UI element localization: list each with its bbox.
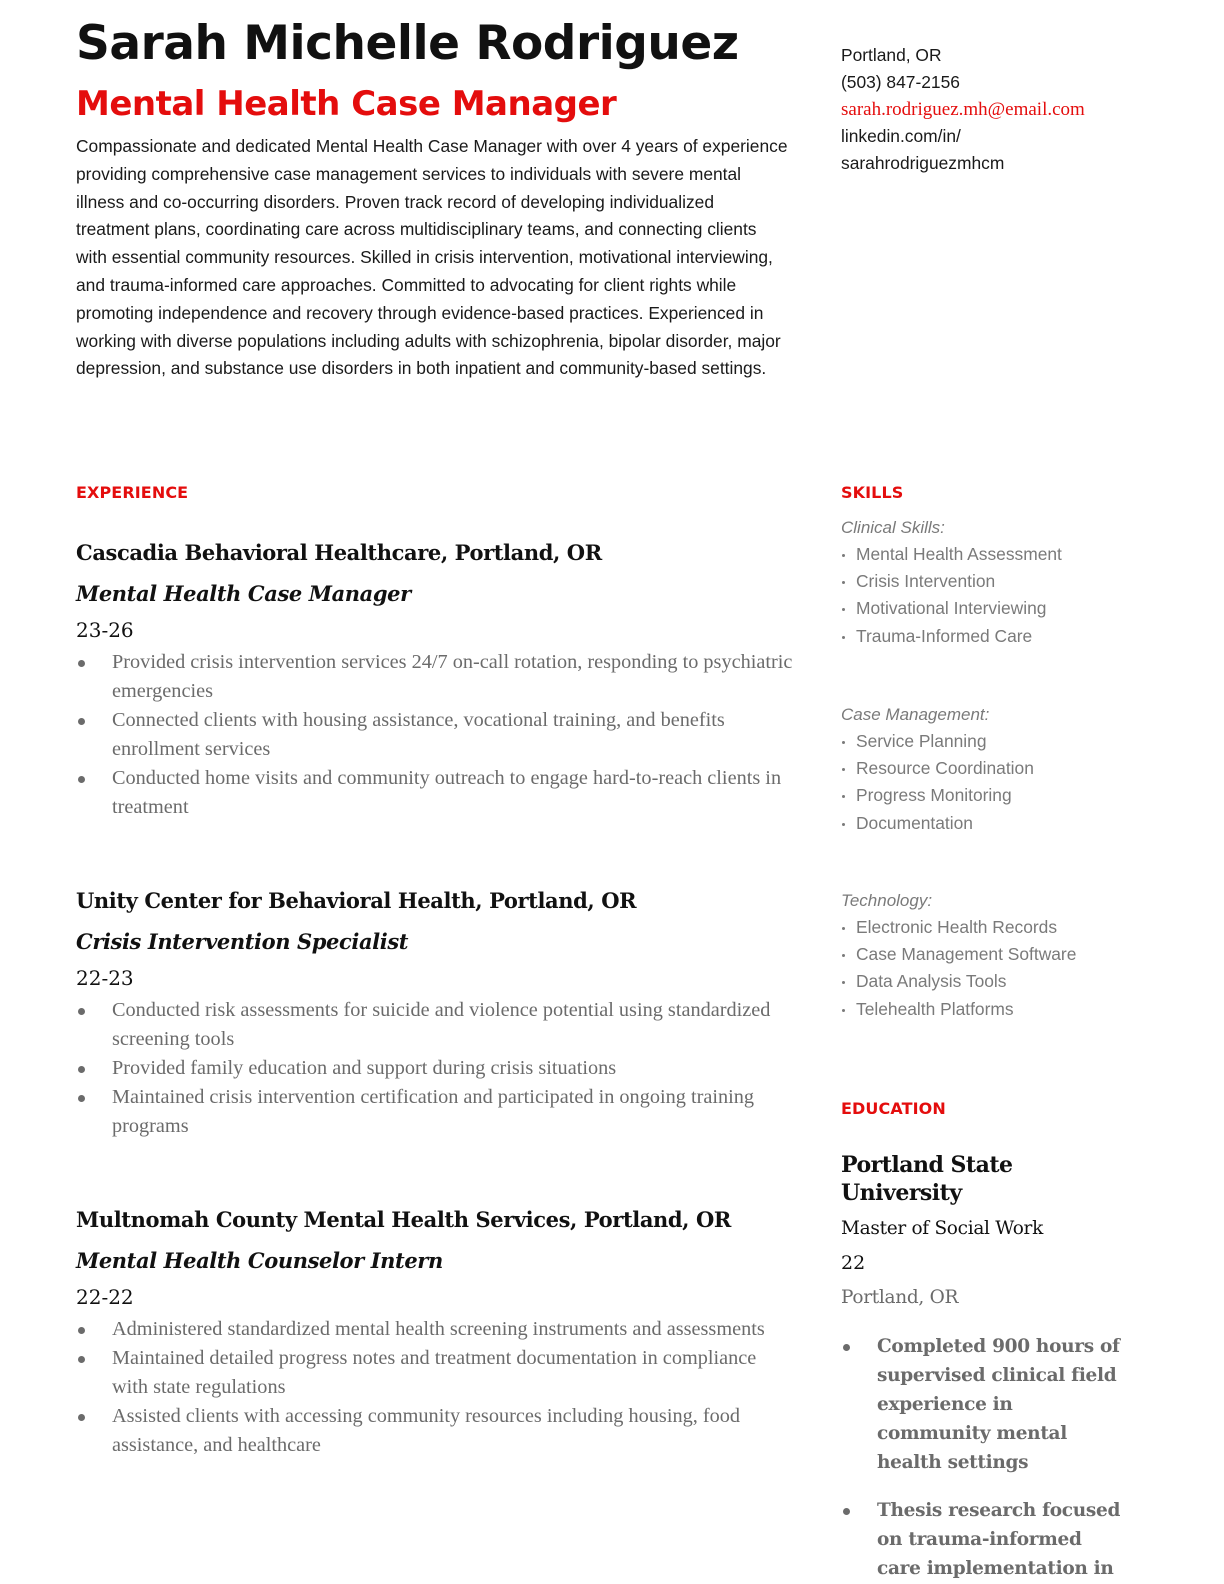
bullet-icon [842,554,845,557]
job-bullets [76,996,796,1141]
linkedin-line-2: sarahrodriguezmhcm [841,153,1005,173]
job-bullet [76,1402,796,1460]
bullet-icon [843,1344,850,1351]
skill-group-clinical [841,514,1121,650]
skill-list [841,914,1121,1023]
bullet-text: Provided crisis intervention services 24/7 on-call rotation, responding to psychiatric emergencies [112,651,793,702]
skill-text: Documentation [856,812,973,833]
skill-text: Resource Coordination [856,758,1034,779]
job-bullet [76,1315,796,1344]
education-location: Portland, OR [841,1287,959,1308]
bullet-icon [842,954,845,957]
education-school: Portland State University [841,1152,1013,1206]
skill-item [841,595,1121,622]
job-bullet [76,648,796,706]
bullet-text: Completed 900 hours of supervised clinical field experience in community mental health settings [877,1336,1120,1473]
candidate-name: Sarah Michelle Rodriguez [76,16,739,71]
skill-category: Case Management: [841,705,990,724]
bullet-text: Maintained detailed progress notes and treatment documentation in compliance with state regulations [112,1347,757,1398]
skill-text: Telehealth Platforms [856,998,1014,1019]
bullet-icon [78,1095,85,1102]
skill-group-technology [841,887,1121,1023]
bullet-icon [842,768,845,771]
bullet-icon [78,1414,85,1421]
contact-email-link[interactable]: sarah.rodriguez.mh@email.com [841,99,1085,120]
skill-category: Clinical Skills: [841,518,945,537]
experience-heading: EXPERIENCE [76,483,189,502]
skill-text: Data Analysis Tools [856,971,1007,992]
bullet-icon [78,718,85,725]
job-company: Cascadia Behavioral Healthcare, Portland, OR [76,540,602,565]
bullet-icon [842,636,845,639]
job-entry [76,1206,796,1460]
linkedin-line-1: linkedin.com/in/ [841,126,961,146]
contact-block [841,42,1111,177]
job-dates: 23-26 [76,618,134,642]
job-dates: 22-22 [76,1285,134,1309]
bullet-icon [78,776,85,783]
bullet-text: Connected clients with housing assistance, vocational training, and benefits enrollment services [112,709,725,760]
skill-list [841,728,1121,837]
skill-item [841,968,1121,995]
bullet-icon [842,581,845,584]
job-entry [76,887,796,1141]
skill-item [841,941,1121,968]
contact-phone[interactable]: (503) 847-2156 [841,72,960,92]
job-bullet [76,706,796,764]
education-bullet [841,1496,1121,1583]
bullet-icon [78,1327,85,1334]
job-bullet [76,996,796,1054]
bullet-text: Conducted risk assessments for suicide and violence potential using standardized screening tools [112,999,771,1050]
skill-item [841,782,1121,809]
professional-summary: Compassionate and dedicated Mental Health Case Manager with over 4 years of experience providing comprehensive case management services to individuals with severe mental illness and co-occurring disorders. Proven track record of developing individualized treatment plans, coordinating care across multidisciplinary teams, and connecting clients with essential community resources. Skilled in crisis intervention, motivational interviewing, and trauma-informed care approaches. Committed to advocating for client rights while promoting independence and recovery through evidence-based practices. Experienced in working with diverse populations including adults with schizophrenia, bipolar disorder, major depression, and substance use disorders in both inpatient and community-based settings. [76,136,788,379]
skill-text: Electronic Health Records [856,917,1058,937]
education-entry [841,1151,1121,1584]
job-bullet [76,1083,796,1141]
skill-item [841,810,1121,837]
education-year: 22 [841,1252,866,1274]
skill-text: Mental Health Assessment [856,544,1062,564]
bullet-icon [843,1508,850,1515]
job-role: Crisis Intervention Specialist [76,929,409,954]
skill-text: Motivational Interviewing [856,598,1047,619]
education-degree: Master of Social Work [841,1218,1044,1239]
bullet-icon [842,927,845,930]
skill-text: Crisis Intervention [856,571,996,592]
bullet-icon [842,823,845,826]
job-role: Mental Health Counselor Intern [76,1248,443,1273]
job-company: Multnomah County Mental Health Services, Portland, OR [76,1207,731,1232]
job-bullet [76,1344,796,1402]
skill-item [841,541,1121,568]
skill-item [841,914,1121,941]
job-dates: 22-23 [76,966,134,990]
job-role: Mental Health Case Manager [76,581,411,606]
job-bullets [76,1315,796,1460]
skill-item [841,728,1121,755]
skill-text: Progress Monitoring [856,785,1012,806]
bullet-icon [78,1356,85,1363]
bullet-text: Thesis research focused on trauma-informed care implementation in [877,1500,1121,1579]
skill-item [841,568,1121,595]
skill-item [841,755,1121,782]
bullet-icon [842,608,845,611]
job-entry [76,539,796,822]
bullet-text: Conducted home visits and community outreach to engage hard-to-reach clients in treatment [112,767,782,818]
bullet-icon [78,660,85,667]
bullet-text: Assisted clients with accessing community resources including housing, food assistance, and healthcare [112,1405,741,1456]
bullet-text: Provided family education and support during crisis situations [112,1057,617,1079]
job-company: Unity Center for Behavioral Health, Portland, OR [76,888,637,913]
bullet-icon [842,981,845,984]
skill-item [841,623,1121,650]
skills-heading: SKILLS [841,483,904,502]
bullet-icon [842,795,845,798]
education-bullet [841,1332,1121,1477]
skill-category: Technology: [841,891,933,910]
contact-location: Portland, OR [841,45,942,65]
bullet-icon [78,1066,85,1073]
bullet-icon [842,1009,845,1012]
job-bullets [76,648,796,822]
skill-item [841,996,1121,1023]
skill-text: Trauma-Informed Care [856,625,1033,646]
contact-linkedin-link[interactable] [841,123,1111,177]
skill-text: Case Management Software [856,944,1077,965]
education-bullets [841,1332,1121,1583]
skill-group-case-management [841,701,1121,837]
skill-list [841,541,1121,650]
bullet-icon [78,1008,85,1015]
bullet-text: Administered standardized mental health screening instruments and assessments [112,1318,765,1340]
bullet-icon [842,741,845,744]
job-bullet [76,764,796,822]
skill-text: Service Planning [856,731,987,751]
candidate-title: Mental Health Case Manager [76,84,617,124]
job-bullet [76,1054,796,1083]
bullet-text: Maintained crisis intervention certification and participated in ongoing training programs [112,1086,755,1137]
education-heading: EDUCATION [841,1099,946,1118]
